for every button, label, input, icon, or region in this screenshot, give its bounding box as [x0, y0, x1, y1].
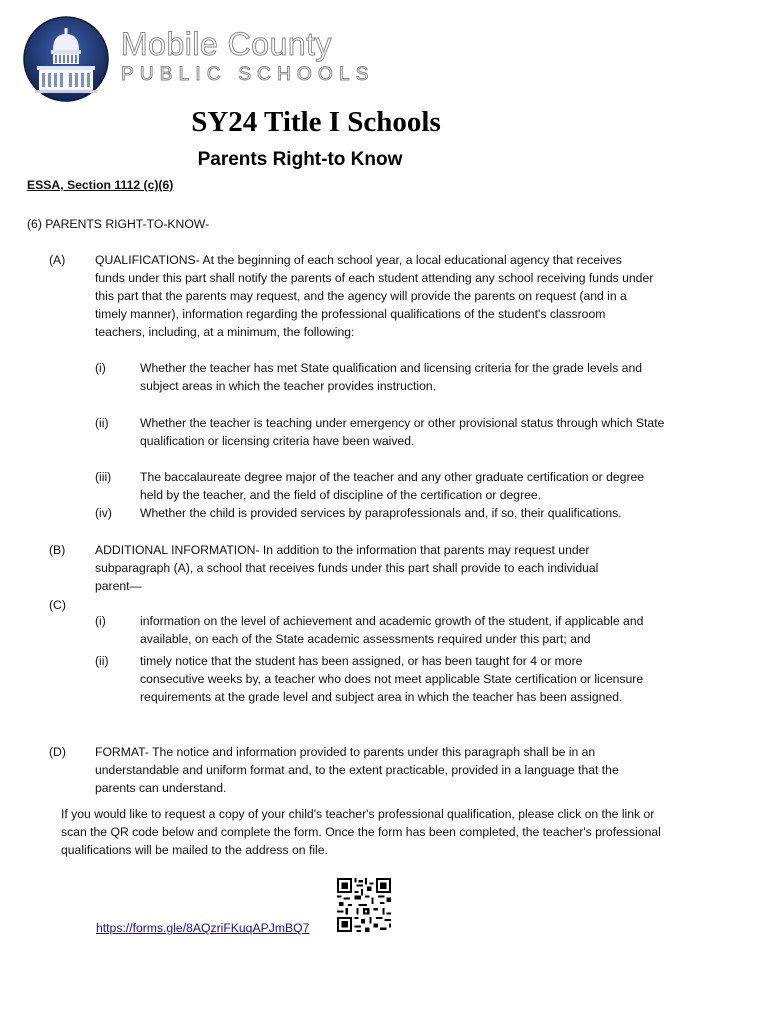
- qr-code-icon: [337, 878, 391, 932]
- capitol-dome-seal-icon: [23, 16, 109, 102]
- item-a-iii-text: The baccalaureate degree major of the teacher and any other graduate certification or degree held by the teacher, and the field of discipline of the certification or degree.: [140, 470, 645, 502]
- paragraph-a-label: (A): [49, 253, 66, 267]
- paragraph-b-text: ADDITIONAL INFORMATION- In addition to the information that parents may request under subparagraph (A), a school that receives funds under this part shall provide to each individual parent—: [95, 543, 599, 593]
- item-a-i-text: Whether the teacher has met State qualification and licensing criteria for the grade levels and subject areas in which the teacher provides instruction.: [140, 361, 643, 393]
- item-c-i-text: information on the level of achievement and academic growth of the student, if applicable and available, on each of the State academic assessments required under this part; and: [140, 614, 644, 646]
- paragraph-b-label: (B): [49, 543, 66, 557]
- request-note: If you would like to request a copy of your child's teacher's professional qualification, please click on the link or scan the QR code below and complete the form. Once the form has been completed, the teacher's professional qualifications will be mailed to the address on file.: [61, 807, 661, 857]
- item-c-i-label: (i): [95, 614, 106, 628]
- section-reference: ESSA, Section 1112 (c)(6): [27, 178, 174, 192]
- item-a-i-label: (i): [95, 361, 106, 375]
- paragraph-d-label: (D): [49, 745, 66, 759]
- item-a-iii-label: (iii): [95, 470, 112, 484]
- item-c-ii-text: timely notice that the student has been assigned, or has been taught for 4 or more consecutive weeks by, a teacher who does not meet applicable State certification or licensure requirements at the grade level and subject area in which the teacher has been assigned.: [140, 654, 644, 704]
- paragraph-c-label: (C): [49, 598, 66, 612]
- form-link[interactable]: https://forms.gle/8AQzriFKuqAPJmBQ7: [96, 921, 310, 935]
- item-a-ii-label: (ii): [95, 416, 109, 430]
- item-a-iv-text: Whether the child is provided services by paraprofessionals and, if so, their qualifications.: [140, 506, 622, 520]
- paragraph-a-text: QUALIFICATIONS- At the beginning of each school year, a local educational agency that receives funds under this part shall notify the parents of each student attending any school receiving funds under this part that the parents may request, and the agency will provide the parents on request (and in a timely manner), information regarding the professional qualifications of the student's classroom teachers, including, at a minimum, the following:: [95, 253, 654, 339]
- item-a-ii-text: Whether the teacher is teaching under emergency or other provisional status through which State qualification or licensing criteria have been waived.: [140, 416, 665, 448]
- section-heading: (6) PARENTS RIGHT-TO-KNOW-: [27, 217, 210, 231]
- org-subtitle: PUBLIC SCHOOLS: [121, 64, 375, 85]
- page-subtitle: Parents Right-to Know: [197, 149, 403, 170]
- item-c-ii-label: (ii): [95, 654, 109, 668]
- org-name: Mobile County: [121, 26, 333, 62]
- item-a-iv-label: (iv): [95, 506, 112, 520]
- page-title: SY24 Title I Schools: [191, 106, 441, 138]
- paragraph-d-text: FORMAT- The notice and information provided to parents under this paragraph shall be in an understandable and uniform format and, to the extent practicable, provided in a language that the parents can understand.: [95, 745, 619, 795]
